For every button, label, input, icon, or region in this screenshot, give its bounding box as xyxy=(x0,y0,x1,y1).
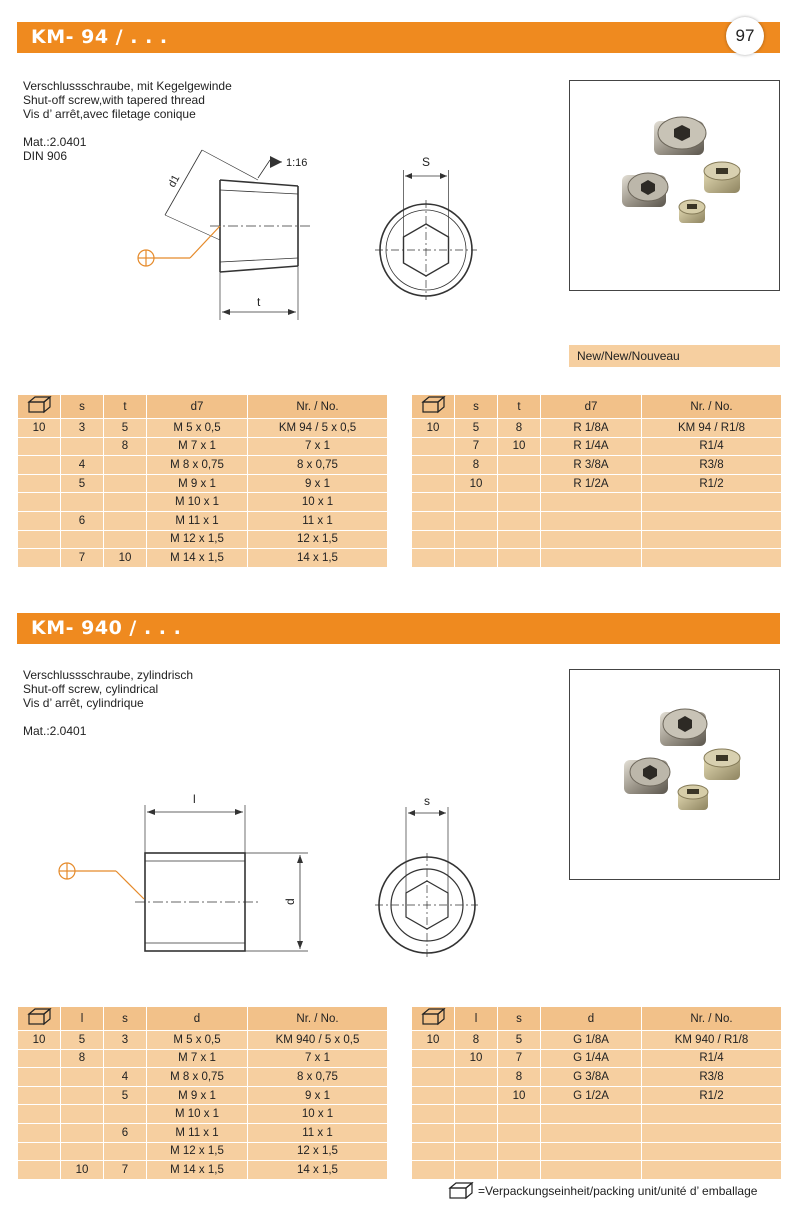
table-cell xyxy=(61,1105,104,1124)
table-cell: R3/8 xyxy=(642,1068,782,1087)
col-s: s xyxy=(61,395,104,419)
packing-unit-icon xyxy=(412,395,455,419)
product-photo-km940 xyxy=(569,669,780,880)
table-cell xyxy=(104,493,147,512)
table-cell xyxy=(412,530,455,549)
table-cell xyxy=(455,493,498,512)
pack-cell: 10 xyxy=(412,1031,455,1050)
table-cell xyxy=(412,493,455,512)
table-cell xyxy=(642,1105,782,1124)
table-cell: 7 xyxy=(104,1161,147,1180)
table-cell: 4 xyxy=(104,1068,147,1087)
table-cell xyxy=(455,1086,498,1105)
desc-de: Verschlussschraube, zylindrisch xyxy=(23,668,194,682)
table-cell: M 5 x 0,5 xyxy=(147,419,248,438)
table-cell xyxy=(642,493,782,512)
table-cell xyxy=(412,1142,455,1161)
table-cell xyxy=(412,511,455,530)
table-cell xyxy=(498,1161,541,1180)
table-cell: 3 xyxy=(104,1031,147,1050)
col-s: s xyxy=(498,1007,541,1031)
table-cell: 5 xyxy=(61,1031,104,1050)
table-cell xyxy=(61,1086,104,1105)
table-cell xyxy=(412,1161,455,1180)
col-nr: Nr. / No. xyxy=(248,395,388,419)
table-cell: 8 x 0,75 xyxy=(248,456,388,475)
section2-description xyxy=(23,668,193,738)
table-cell: 10 xyxy=(498,437,541,456)
table-cell: M 9 x 1 xyxy=(147,1086,248,1105)
table-cell xyxy=(104,474,147,493)
table-cell xyxy=(642,1123,782,1142)
table-cell: 9 x 1 xyxy=(248,474,388,493)
table-cell: M 9 x 1 xyxy=(147,474,248,493)
table-cell xyxy=(412,1049,455,1068)
table-cell: 6 xyxy=(104,1123,147,1142)
table-cell: R 1/4A xyxy=(541,437,642,456)
table-cell xyxy=(642,1142,782,1161)
table-cell: M 12 x 1,5 xyxy=(147,530,248,549)
table-cell: R1/4 xyxy=(642,1049,782,1068)
table-cell xyxy=(498,1142,541,1161)
table-cell: 11 x 1 xyxy=(248,511,388,530)
table-cell: 3 xyxy=(61,419,104,438)
table-cell xyxy=(61,530,104,549)
dim-t: t xyxy=(257,295,261,309)
dim-l: l xyxy=(193,792,196,806)
table-cell xyxy=(18,1142,61,1161)
dim-d1: d1 xyxy=(166,172,183,190)
table-cell: G 3/8A xyxy=(541,1068,642,1087)
table-cell: 10 xyxy=(498,1086,541,1105)
table-cell xyxy=(455,511,498,530)
table-cell xyxy=(412,549,455,568)
table-cell xyxy=(412,1105,455,1124)
table-cell: KM 94 / 5 x 0,5 xyxy=(248,419,388,438)
table-cell xyxy=(498,1123,541,1142)
packing-unit-legend xyxy=(447,1182,757,1200)
table-cell: 8 xyxy=(498,419,541,438)
table-cell: M 8 x 0,75 xyxy=(147,456,248,475)
col-s: s xyxy=(104,1007,147,1031)
table-cell: 9 x 1 xyxy=(248,1086,388,1105)
section2-title: KM- 940 / . . . xyxy=(31,617,182,639)
table-cell xyxy=(412,1068,455,1087)
table-cell xyxy=(18,474,61,493)
table-cell xyxy=(498,493,541,512)
table-cell xyxy=(18,437,61,456)
din-standard: DIN 906 xyxy=(23,149,68,163)
table-cell xyxy=(455,1123,498,1142)
section2-title-band xyxy=(17,613,780,644)
table-cell xyxy=(18,493,61,512)
cylindrical-screw-end-drawing xyxy=(370,795,480,960)
table-cell xyxy=(104,1142,147,1161)
packing-unit-icon xyxy=(412,1007,455,1031)
table-cell: R 3/8A xyxy=(541,456,642,475)
table-cell: 14 x 1,5 xyxy=(248,549,388,568)
table-cell xyxy=(18,1049,61,1068)
table-cell: 10 xyxy=(455,474,498,493)
table-cell: M 11 x 1 xyxy=(147,1123,248,1142)
table-cell xyxy=(61,493,104,512)
table-cell xyxy=(104,1105,147,1124)
table-cell: 12 x 1,5 xyxy=(248,530,388,549)
table-cell: 7 xyxy=(61,549,104,568)
table-cell: 5 xyxy=(104,419,147,438)
desc-de: Verschlussschraube, mit Kegelgewinde xyxy=(23,79,232,93)
table-cell: 7 xyxy=(498,1049,541,1068)
table-cell: 8 xyxy=(498,1068,541,1087)
km940-metric-table xyxy=(17,1006,388,1180)
table-cell: 8 x 0,75 xyxy=(248,1068,388,1087)
section1-title-band xyxy=(17,22,780,53)
pack-cell: 10 xyxy=(18,1031,61,1050)
table-cell xyxy=(455,549,498,568)
table-cell xyxy=(61,1123,104,1142)
col-nr: Nr. / No. xyxy=(248,1007,388,1031)
table-cell: R 1/8A xyxy=(541,419,642,438)
dim-taper: 1:16 xyxy=(286,157,308,169)
table-cell: M 12 x 1,5 xyxy=(147,1142,248,1161)
table-cell: KM 94 / R1/8 xyxy=(642,419,782,438)
table-cell: 7 xyxy=(455,437,498,456)
table-cell xyxy=(642,530,782,549)
table-cell: 7 x 1 xyxy=(248,437,388,456)
table-cell xyxy=(412,437,455,456)
col-t: t xyxy=(498,395,541,419)
table-cell: G 1/2A xyxy=(541,1086,642,1105)
table-cell: 4 xyxy=(61,456,104,475)
desc-fr: Vis d’ arrêt,avec filetage conique xyxy=(23,107,196,121)
tapered-screw-end-drawing xyxy=(370,150,480,300)
table-cell xyxy=(642,549,782,568)
packing-unit-icon xyxy=(18,395,61,419)
col-d: d xyxy=(541,1007,642,1031)
pack-cell: 10 xyxy=(412,419,455,438)
table-cell: 7 x 1 xyxy=(248,1049,388,1068)
km94-metric-table xyxy=(17,394,388,568)
table-cell: KM 940 / 5 x 0,5 xyxy=(248,1031,388,1050)
table-cell: 5 xyxy=(455,419,498,438)
table-cell xyxy=(104,530,147,549)
cylindrical-screw-side-drawing xyxy=(50,785,310,960)
dim-d: d xyxy=(283,898,297,905)
table-cell: G 1/4A xyxy=(541,1049,642,1068)
table-cell xyxy=(455,1161,498,1180)
table-cell: 10 x 1 xyxy=(248,493,388,512)
table-cell xyxy=(18,549,61,568)
table-cell: 5 xyxy=(498,1031,541,1050)
col-s: s xyxy=(455,395,498,419)
desc-en: Shut-off screw,with tapered thread xyxy=(23,93,205,107)
table-cell xyxy=(412,1123,455,1142)
table-cell xyxy=(18,1105,61,1124)
km94-pipe-table xyxy=(411,394,782,568)
table-cell xyxy=(104,1049,147,1068)
table-cell: R 1/2A xyxy=(541,474,642,493)
tapered-screw-side-drawing xyxy=(130,140,330,325)
packing-unit-icon xyxy=(18,1007,61,1031)
col-d: d xyxy=(147,1007,248,1031)
table-cell: 5 xyxy=(61,474,104,493)
table-cell xyxy=(541,530,642,549)
table-cell xyxy=(18,1068,61,1087)
screws-image xyxy=(570,81,779,290)
table-cell: M 14 x 1,5 xyxy=(147,549,248,568)
material: Mat.:2.0401 xyxy=(23,724,87,738)
table-cell: R3/8 xyxy=(642,456,782,475)
material: Mat.:2.0401 xyxy=(23,135,87,149)
col-l: l xyxy=(61,1007,104,1031)
col-nr: Nr. / No. xyxy=(642,1007,782,1031)
section1-title: KM- 94 / . . . xyxy=(31,26,168,48)
table-cell: M 8 x 0,75 xyxy=(147,1068,248,1087)
table-cell xyxy=(541,1142,642,1161)
table-cell xyxy=(642,511,782,530)
col-d7: d7 xyxy=(541,395,642,419)
table-cell: R1/2 xyxy=(642,1086,782,1105)
table-cell xyxy=(455,1142,498,1161)
desc-en: Shut-off screw, cylindrical xyxy=(23,682,159,696)
table-cell: 8 xyxy=(61,1049,104,1068)
table-cell xyxy=(61,1142,104,1161)
pack-cell: 10 xyxy=(18,419,61,438)
table-cell: M 5 x 0,5 xyxy=(147,1031,248,1050)
screws-image xyxy=(570,670,779,879)
km940-pipe-table xyxy=(411,1006,782,1180)
table-cell: 10 xyxy=(61,1161,104,1180)
table-cell: M 14 x 1,5 xyxy=(147,1161,248,1180)
table-cell: M 10 x 1 xyxy=(147,1105,248,1124)
page-number: 97 xyxy=(726,17,764,55)
table-cell xyxy=(18,456,61,475)
table-cell xyxy=(18,1123,61,1142)
table-cell: 14 x 1,5 xyxy=(248,1161,388,1180)
packing-unit-icon xyxy=(447,1182,475,1200)
table-cell: 8 xyxy=(455,456,498,475)
table-cell: M 7 x 1 xyxy=(147,1049,248,1068)
table-cell: 10 x 1 xyxy=(248,1105,388,1124)
table-cell xyxy=(541,1105,642,1124)
table-cell: R1/2 xyxy=(642,474,782,493)
table-cell xyxy=(104,456,147,475)
table-cell: G 1/8A xyxy=(541,1031,642,1050)
table-cell xyxy=(541,549,642,568)
table-cell xyxy=(498,474,541,493)
dim-s: S xyxy=(422,155,431,169)
table-cell xyxy=(541,1123,642,1142)
table-cell: 5 xyxy=(104,1086,147,1105)
table-cell: 10 xyxy=(455,1049,498,1068)
table-cell xyxy=(642,1161,782,1180)
col-nr: Nr. / No. xyxy=(642,395,782,419)
table-cell xyxy=(412,1086,455,1105)
table-cell: M 7 x 1 xyxy=(147,437,248,456)
table-cell xyxy=(18,1161,61,1180)
table-cell: 12 x 1,5 xyxy=(248,1142,388,1161)
table-cell xyxy=(61,437,104,456)
table-cell xyxy=(541,493,642,512)
table-cell: 10 xyxy=(104,549,147,568)
product-photo-km94 xyxy=(569,80,780,291)
table-cell: 6 xyxy=(61,511,104,530)
table-cell xyxy=(541,511,642,530)
table-cell xyxy=(541,1161,642,1180)
table-cell: KM 940 / R1/8 xyxy=(642,1031,782,1050)
table-cell: M 10 x 1 xyxy=(147,493,248,512)
table-cell: 8 xyxy=(455,1031,498,1050)
dim-s: s xyxy=(424,795,430,808)
table-cell xyxy=(18,530,61,549)
table-cell xyxy=(498,1105,541,1124)
table-cell: R1/4 xyxy=(642,437,782,456)
legend-text: =Verpackungseinheit/packing unit/unité d’ emballage xyxy=(478,1184,758,1198)
table-cell: M 11 x 1 xyxy=(147,511,248,530)
table-cell xyxy=(412,456,455,475)
col-t: t xyxy=(104,395,147,419)
col-l: l xyxy=(455,1007,498,1031)
table-cell xyxy=(412,474,455,493)
table-cell xyxy=(18,1086,61,1105)
new-badge: New/New/Nouveau xyxy=(569,345,780,367)
table-cell xyxy=(18,511,61,530)
table-cell xyxy=(498,530,541,549)
table-cell xyxy=(498,511,541,530)
table-cell: 8 xyxy=(104,437,147,456)
table-cell xyxy=(455,530,498,549)
table-cell xyxy=(498,456,541,475)
table-cell xyxy=(61,1068,104,1087)
table-cell xyxy=(455,1105,498,1124)
col-d7: d7 xyxy=(147,395,248,419)
desc-fr: Vis d’ arrêt, cylindrique xyxy=(23,696,144,710)
table-cell xyxy=(455,1068,498,1087)
table-cell: 11 x 1 xyxy=(248,1123,388,1142)
table-cell xyxy=(104,511,147,530)
table-cell xyxy=(498,549,541,568)
